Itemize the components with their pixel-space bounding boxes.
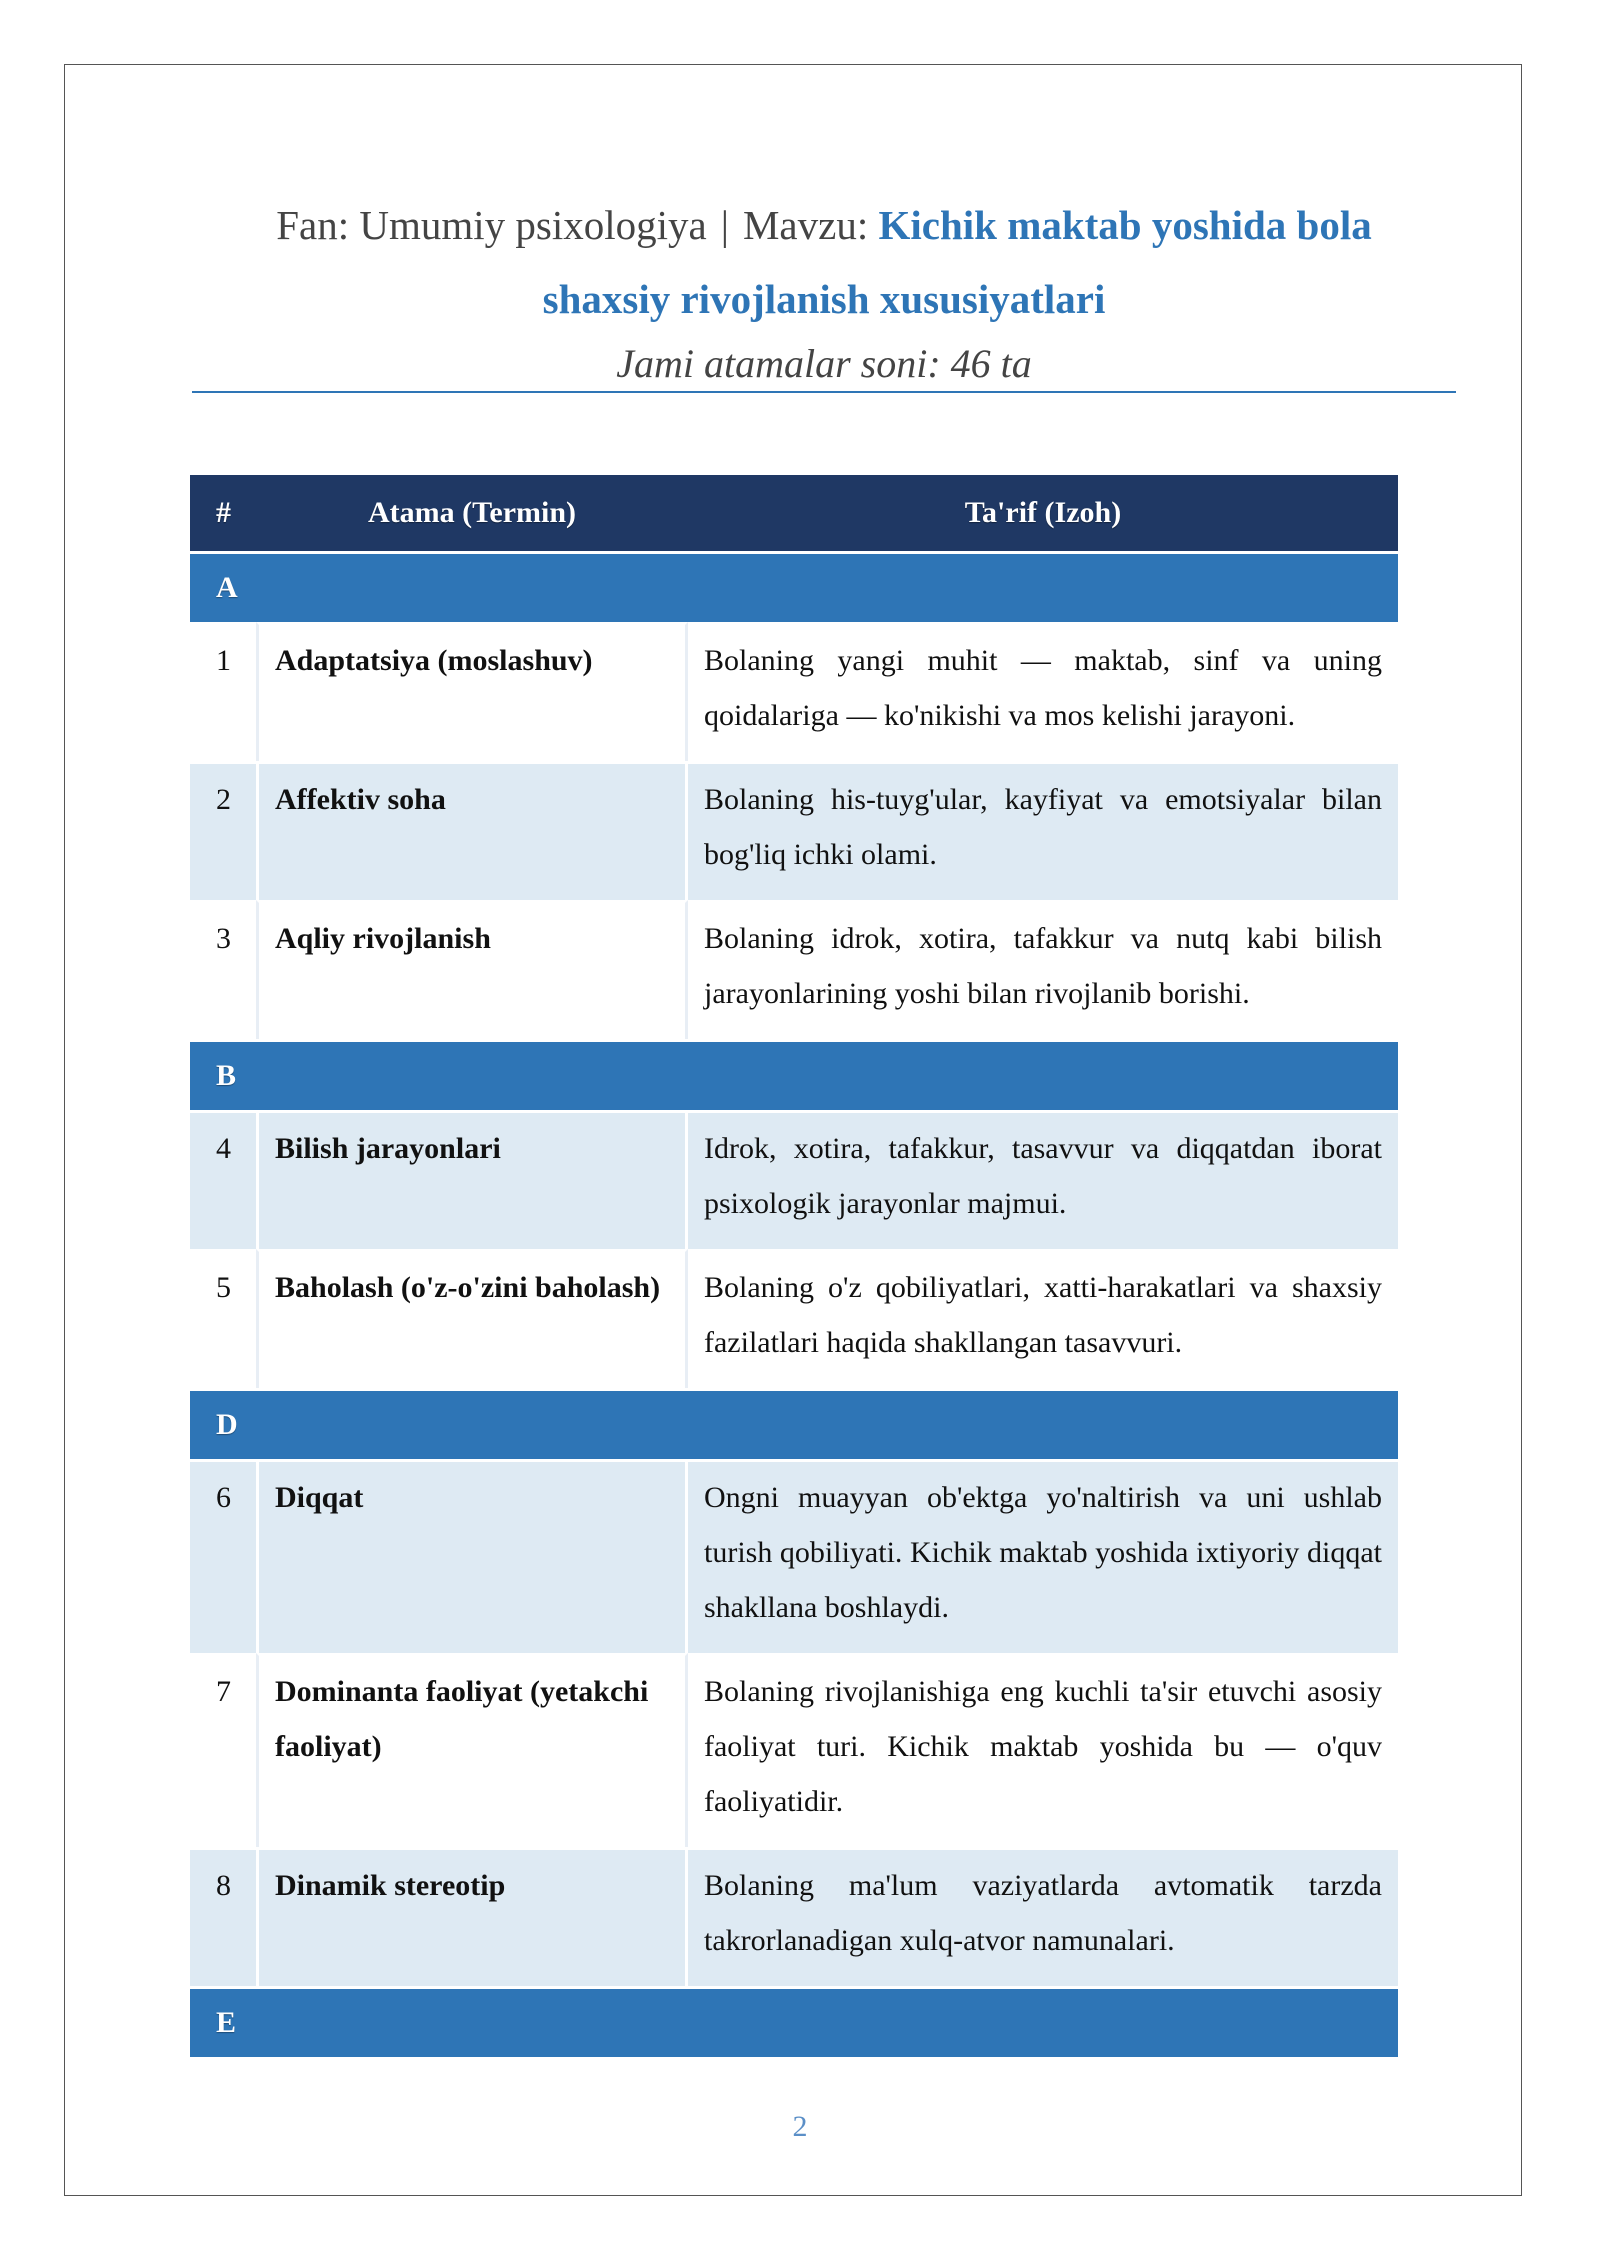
- term-number: 3: [190, 900, 256, 1039]
- header-definition: Ta'rif (Izoh): [688, 475, 1398, 551]
- term-number: 1: [190, 622, 256, 761]
- topic-title-part2: shaxsiy rivojlanish xususiyatlari: [542, 276, 1106, 322]
- table-row: [190, 1249, 1398, 1388]
- term-definition: Bolaning o'z qobiliyatlari, xatti-harakatlari va shaxsiy fazilatlari haqida shakllangan tasavvuri.: [688, 1249, 1398, 1388]
- table-row: [190, 1847, 1398, 1986]
- term-number: 4: [190, 1110, 256, 1249]
- term-name: Dominanta faoliyat (yetakchi faoliyat): [256, 1653, 688, 1847]
- term-number: 7: [190, 1653, 256, 1847]
- title-line: [192, 188, 1456, 262]
- table-header-row: [190, 475, 1398, 551]
- term-definition: Bolaning rivojlanishiga eng kuchli ta'sir etuvchi asosiy faoliyat turi. Kichik maktab yoshida bu — o'quv faoliyatidir.: [688, 1653, 1398, 1847]
- table-row: [190, 622, 1398, 761]
- term-number: 6: [190, 1459, 256, 1653]
- document-header: [192, 188, 1456, 390]
- section-letter: B: [190, 1039, 1398, 1110]
- term-number: 2: [190, 761, 256, 900]
- table-row: [190, 900, 1398, 1039]
- header-divider: [192, 391, 1456, 393]
- term-number: 5: [190, 1249, 256, 1388]
- page-number: 2: [792, 2110, 808, 2143]
- term-definition: Bolaning his-tuyg'ular, kayfiyat va emotsiyalar bilan bog'liq ichki olami.: [688, 761, 1398, 900]
- section-letter: D: [190, 1388, 1398, 1459]
- section-letter: A: [190, 551, 1398, 622]
- title-line-2: [192, 262, 1456, 336]
- term-definition: Bolaning idrok, xotira, tafakkur va nutq kabi bilish jarayonlarining yoshi bilan rivojlanib borishi.: [688, 900, 1398, 1039]
- term-name: Adaptatsiya (moslashuv): [256, 622, 688, 761]
- table-row: [190, 1459, 1398, 1653]
- topic-title-part1: Kichik maktab yoshida bola: [878, 202, 1372, 248]
- term-name: Bilish jarayonlari: [256, 1110, 688, 1249]
- header-number: #: [190, 475, 256, 551]
- term-name: Affektiv soha: [256, 761, 688, 900]
- term-name: Diqqat: [256, 1459, 688, 1653]
- term-number: 8: [190, 1847, 256, 1986]
- term-count: Jami atamalar soni: 46 ta: [616, 341, 1032, 386]
- header-term: Atama (Termin): [256, 475, 688, 551]
- title-separator: |: [720, 202, 729, 248]
- term-definition: Idrok, xotira, tafakkur, tasavvur va diqqatdan iborat psixologik jarayonlar majmui.: [688, 1110, 1398, 1249]
- topic-prefix: Mavzu:: [742, 202, 869, 248]
- term-definition: Bolaning ma'lum vaziyatlarda avtomatik tarzda takrorlanadigan xulq-atvor namunalari.: [688, 1847, 1398, 1986]
- table-row: [190, 1110, 1398, 1249]
- term-name: Aqliy rivojlanish: [256, 900, 688, 1039]
- letter-section-row: [190, 1986, 1398, 2057]
- section-letter: E: [190, 1986, 1398, 2057]
- term-definition: Ongni muayyan ob'ektga yo'naltirish va uni ushlab turish qobiliyati. Kichik maktab yoshida ixtiyoriy diqqat shakllana boshlaydi.: [688, 1459, 1398, 1653]
- table-row: [190, 761, 1398, 900]
- subject-label: Fan: Umumiy psixologiya: [276, 202, 707, 248]
- letter-section-row: [190, 1388, 1398, 1459]
- term-name: Dinamik stereotip: [256, 1847, 688, 1986]
- letter-section-row: [190, 551, 1398, 622]
- term-definition: Bolaning yangi muhit — maktab, sinf va uning qoidalariga — ko'nikishi va mos kelishi jarayoni.: [688, 622, 1398, 761]
- term-name: Baholash (o'z-o'zini baholash): [256, 1249, 688, 1388]
- letter-section-row: [190, 1039, 1398, 1110]
- glossary-table: [190, 475, 1398, 2057]
- table-row: [190, 1653, 1398, 1847]
